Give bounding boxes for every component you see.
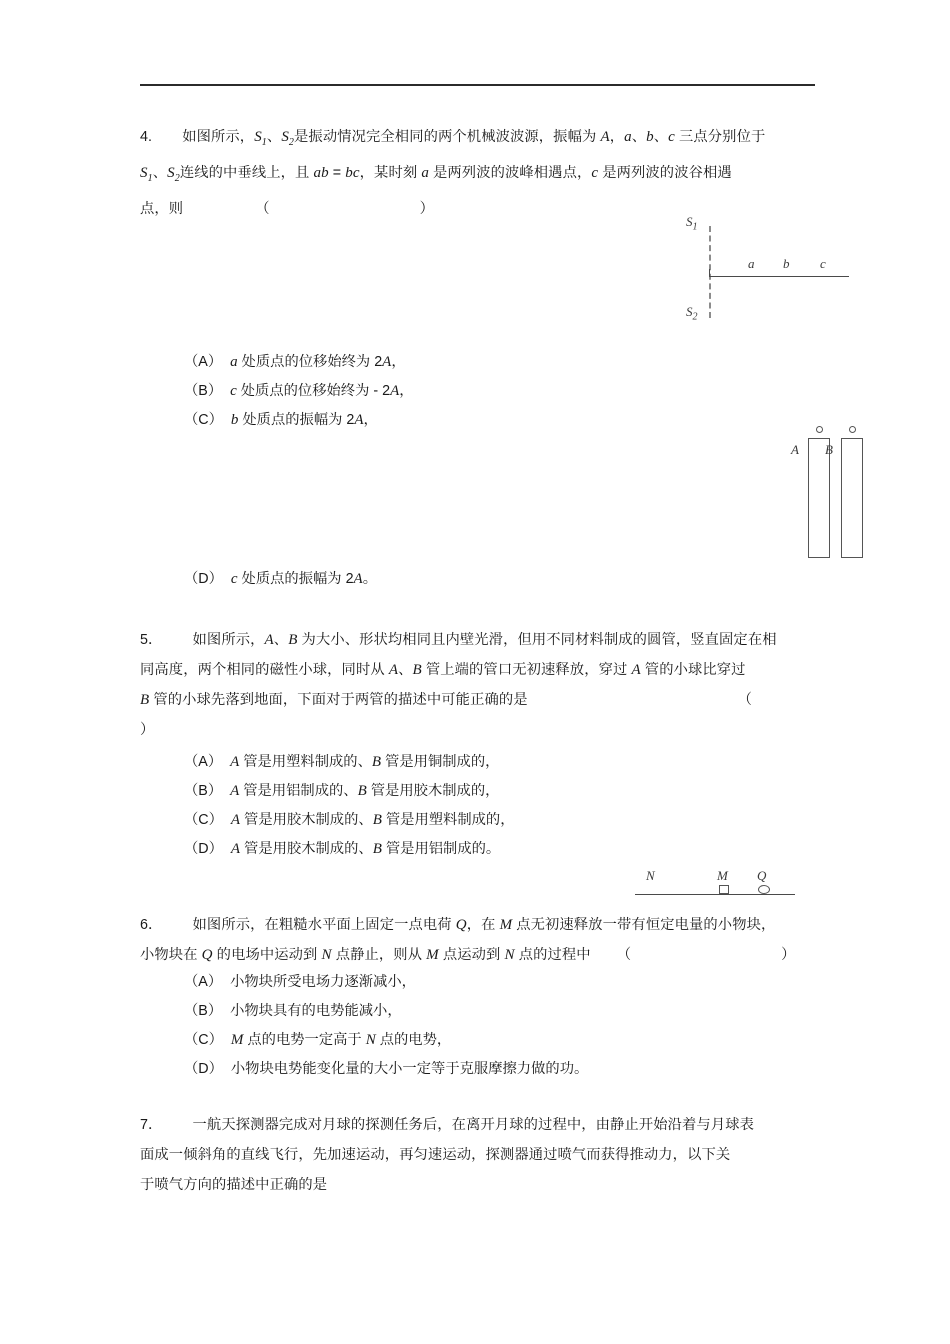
question-6-number: 6．	[140, 917, 163, 933]
question-4-body: 4. 如图所示，$S_1$、$S_2$是振动情况完全相同的两个机械波波源，振幅为 A，a、b、c 三点分别位于 $S_1$、$S_2$连线的中垂线上，且 ab = bc，某时刻 a 是两列波的波峰相遇点，c 是两列波的波谷相遇 点，则 （ ）	[140, 129, 766, 217]
question-6	[140, 910, 815, 970]
option-a: （A） a 处质点的位移始终为 2A，	[184, 354, 406, 370]
option-b: （B） A 管是用铝制成的、B 管是用胶木制成的，	[184, 783, 500, 799]
label-s2: $S_2$	[686, 304, 698, 323]
bisector-line	[709, 276, 849, 277]
label-point-c: c	[820, 256, 826, 271]
option-b: （B） c 处质点的位移始终为 - 2A，	[184, 383, 414, 399]
question-6-body: 6． 如图所示，在粗糙水平面上固定一点电荷 Q，在 M 点无初速释放一带有恒定电量的小物块， 小物块在 Q 的电场中运动到 N 点静止，则从 M 点运动到 N 点的过程中 （ ）	[140, 917, 796, 963]
midpoint-tick	[709, 269, 710, 277]
question-7-body: 7． 一航天探测器完成对月球的探测任务后，在离开月球的过程中，由静止开始沿着与月球表 面成一倾斜角的直线飞行，先加速运动，再匀速运动，探测器通过喷气而获得推动力，以下关 于喷气方向的描述中正确的是	[140, 1117, 755, 1193]
label-point-a: a	[748, 256, 755, 271]
label-tube-a: A	[791, 442, 799, 457]
header-divider	[140, 84, 815, 86]
label-point-n: N	[646, 868, 655, 883]
question-4-options	[140, 348, 815, 435]
magnetic-ball-a	[816, 426, 823, 433]
tube-b	[841, 438, 863, 558]
label-tube-b: B	[825, 442, 833, 457]
label-point-q: Q	[757, 868, 767, 883]
option-a: （A） A 管是用塑料制成的、B 管是用铜制成的，	[184, 754, 500, 770]
question-4-option-d	[140, 565, 815, 594]
option-d: （D） A 管是用胶木制成的、B 管是用铝制成的。	[184, 841, 501, 857]
question-4	[140, 122, 815, 224]
magnetic-ball-b	[849, 426, 856, 433]
label-s1: $S_1$	[686, 214, 698, 233]
option-d: （D） 小物块电势能变化量的大小一定等于克服摩擦力做的功。	[184, 1061, 589, 1077]
option-a: （A） 小物块所受电场力逐渐减小，	[184, 974, 416, 990]
option-b: （B） 小物块具有的电势能减小，	[184, 1003, 402, 1019]
point-charge	[758, 885, 770, 894]
figure-tubes	[780, 420, 870, 565]
small-block	[719, 885, 729, 894]
question-6-options	[140, 968, 815, 1084]
option-c: （C） M 点的电势一定高于 N 点的电势，	[184, 1032, 452, 1048]
option-d: （D） c 处质点的振幅为 2A。	[184, 571, 377, 587]
figure-wave-sources	[678, 214, 858, 329]
question-4-number: 4.	[140, 129, 153, 145]
question-5-body: 5． 如图所示，A、B 为大小、形状均相同且内壁光滑，但用不同材料制成的圆管，竖直固定在相 同高度，两个相同的磁性小球，同时从 A、B 管上端的管口无初速释放，穿过 A 管的小球比穿过 B 管的小球先落到地面，下面对于两管的描述中可能正确的是 （ ）	[140, 632, 777, 738]
question-5-number: 5．	[140, 632, 163, 648]
figure-charge-line	[635, 866, 805, 906]
label-point-b: b	[783, 256, 790, 271]
question-5-options	[140, 748, 815, 864]
rough-horizontal-surface	[635, 894, 795, 895]
question-5	[140, 625, 815, 745]
option-c: （C） A 管是用胶木制成的、B 管是用塑料制成的，	[184, 812, 515, 828]
question-7-number: 7．	[140, 1117, 163, 1133]
question-7	[140, 1110, 815, 1200]
option-c: （C） b 处质点的振幅为 2A，	[184, 412, 378, 428]
label-point-m: M	[717, 868, 728, 883]
